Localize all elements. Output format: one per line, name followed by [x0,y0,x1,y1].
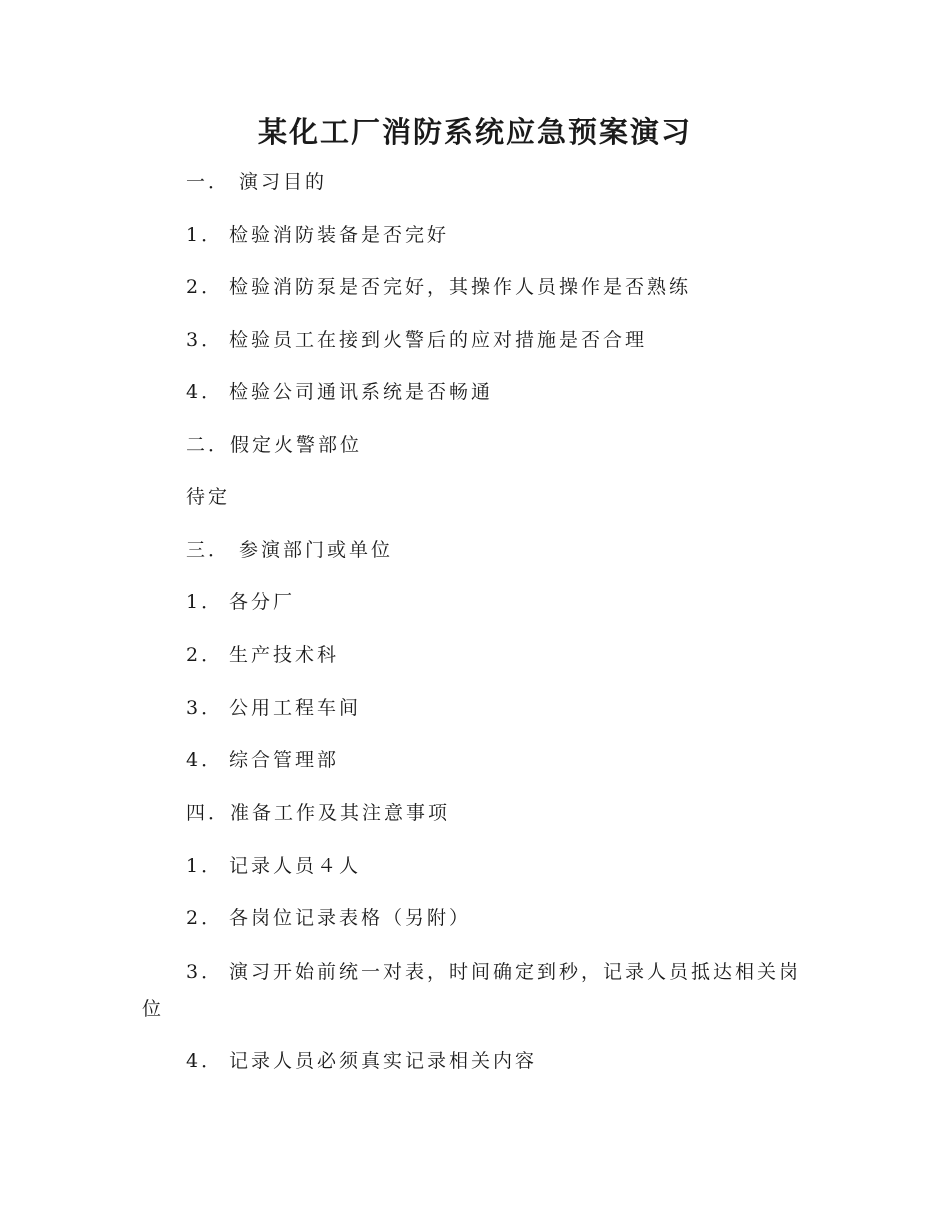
list-item [186,746,339,774]
list-item-number: 1． [186,591,224,613]
section-heading-fire-location: 二．假定火警部位 [186,434,363,456]
list-item-continuation: 位 [142,998,165,1020]
list-item-number: 2． [186,644,224,666]
list-item [186,904,471,932]
document-title: 某化工厂消防系统应急预案演习 [257,115,692,149]
list-item-text: 检验公司通讯系统是否畅通 [229,381,494,403]
list-item-number: 1． [186,224,224,246]
list-item [186,273,691,301]
list-item-number: 1． [186,855,224,877]
list-item-text: 检验消防泵是否完好，其操作人员操作是否熟练 [229,276,692,298]
list-item-text: 综合管理部 [229,749,340,771]
list-item [186,326,647,354]
section-heading-purpose: 一． 演习目的 [186,171,328,193]
list-item-number: 4． [186,749,224,771]
list-item-number: 2． [186,907,224,929]
list-item-number: 4． [186,381,224,403]
section-body-text: 待定 [186,486,231,508]
list-item [186,588,295,616]
list-item [186,694,361,722]
section-heading-participants: 三． 参演部门或单位 [186,539,394,561]
list-item-text: 各分厂 [229,591,296,613]
list-item-number: 4． [186,1050,224,1072]
section-heading-preparation: 四．准备工作及其注意事项 [186,802,451,824]
list-item-number: 2． [186,276,224,298]
list-item-text: 演习开始前统一对表，时间确定到秒，记录人员抵达相关岗 [229,961,802,983]
list-item-text: 生产技术科 [229,644,340,666]
list-item-number: 3． [186,329,224,351]
list-item-text: 记录人员４人 [229,855,362,877]
list-item [186,1047,537,1075]
list-item [186,221,449,249]
list-item [186,958,801,986]
list-item [186,641,339,669]
list-item-text: 记录人员必须真实记录相关内容 [229,1050,538,1072]
list-item-text: 公用工程车间 [229,697,362,719]
list-item [186,852,361,880]
list-item-text: 检验员工在接到火警后的应对措施是否合理 [229,329,648,351]
list-item-text: 各岗位记录表格（另附） [229,907,472,929]
list-item-text: 检验消防装备是否完好 [229,224,450,246]
list-item-number: 3． [186,961,224,983]
list-item [186,378,493,406]
list-item-number: 3． [186,697,224,719]
